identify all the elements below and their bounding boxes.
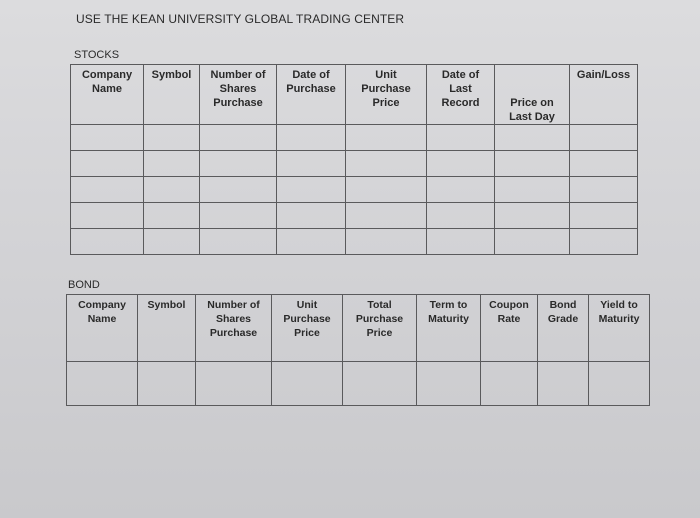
bond-col-bond-grade: Bond Grade bbox=[538, 295, 589, 362]
bond-table-cell[interactable] bbox=[138, 362, 196, 406]
bond-table-cell[interactable] bbox=[538, 362, 589, 406]
bond-table-cell[interactable] bbox=[67, 362, 138, 406]
stocks-section-label: STOCKS bbox=[74, 49, 120, 61]
stocks-table-cell[interactable] bbox=[427, 229, 495, 255]
bond-col-coupon-rate: Coupon Rate bbox=[481, 295, 538, 362]
stocks-table-cell[interactable] bbox=[200, 151, 277, 177]
stocks-table-cell[interactable] bbox=[346, 151, 427, 177]
stocks-table-cell[interactable] bbox=[277, 125, 346, 151]
stocks-table-cell[interactable] bbox=[71, 151, 144, 177]
bond-col-unit-purchase-price: Unit Purchase Price bbox=[272, 295, 343, 362]
stocks-table-cell[interactable] bbox=[495, 203, 570, 229]
stocks-table-cell[interactable] bbox=[144, 151, 200, 177]
stocks-table-cell[interactable] bbox=[427, 203, 495, 229]
stocks-col-date-of-purchase: Date of Purchase bbox=[277, 65, 346, 125]
stocks-col-number-of-shares: Number of Shares Purchase bbox=[200, 65, 277, 125]
bond-header-row bbox=[67, 295, 650, 362]
stocks-table-row bbox=[71, 177, 638, 203]
stocks-table-cell[interactable] bbox=[71, 177, 144, 203]
stocks-table-cell[interactable] bbox=[200, 125, 277, 151]
stocks-table-row bbox=[71, 151, 638, 177]
stocks-table-cell[interactable] bbox=[144, 125, 200, 151]
stocks-table-cell[interactable] bbox=[346, 125, 427, 151]
bond-section-label: BOND bbox=[68, 279, 100, 291]
bond-table-cell[interactable] bbox=[417, 362, 481, 406]
stocks-table-cell[interactable] bbox=[570, 177, 638, 203]
stocks-table-cell[interactable] bbox=[277, 151, 346, 177]
stocks-table-cell[interactable] bbox=[495, 229, 570, 255]
stocks-table-cell[interactable] bbox=[277, 229, 346, 255]
stocks-table-cell[interactable] bbox=[200, 177, 277, 203]
stocks-table-cell[interactable] bbox=[200, 203, 277, 229]
bond-table-cell[interactable] bbox=[272, 362, 343, 406]
stocks-table-cell[interactable] bbox=[495, 151, 570, 177]
stocks-table-cell[interactable] bbox=[495, 125, 570, 151]
stocks-table-cell[interactable] bbox=[570, 203, 638, 229]
bond-table-cell[interactable] bbox=[589, 362, 650, 406]
bond-col-symbol: Symbol bbox=[138, 295, 196, 362]
bond-table bbox=[66, 294, 650, 406]
stocks-table-row bbox=[71, 229, 638, 255]
stocks-table-cell[interactable] bbox=[427, 177, 495, 203]
stocks-table-cell[interactable] bbox=[427, 151, 495, 177]
stocks-col-company-name: Company Name bbox=[71, 65, 144, 125]
bond-table-cell[interactable] bbox=[343, 362, 417, 406]
stocks-col-gain-loss: Gain/Loss bbox=[570, 65, 638, 125]
bond-col-yield-to-maturity: Yield to Maturity bbox=[589, 295, 650, 362]
bond-table-row bbox=[67, 362, 650, 406]
stocks-col-price-on-last-day: Price on Last Day bbox=[495, 65, 570, 125]
page-heading: USE THE KEAN UNIVERSITY GLOBAL TRADING CENTER bbox=[76, 12, 405, 26]
stocks-table-cell[interactable] bbox=[346, 177, 427, 203]
bond-table-body bbox=[67, 362, 650, 406]
stocks-col-unit-purchase-price: Unit Purchase Price bbox=[346, 65, 427, 125]
stocks-table-row bbox=[71, 203, 638, 229]
stocks-table-cell[interactable] bbox=[144, 177, 200, 203]
bond-col-company-name: Company Name bbox=[67, 295, 138, 362]
stocks-table bbox=[70, 64, 638, 255]
stocks-table-cell[interactable] bbox=[570, 151, 638, 177]
bond-table-cell[interactable] bbox=[481, 362, 538, 406]
stocks-table-cell[interactable] bbox=[495, 177, 570, 203]
bond-table-cell[interactable] bbox=[196, 362, 272, 406]
stocks-table-cell[interactable] bbox=[346, 229, 427, 255]
stocks-table-cell[interactable] bbox=[200, 229, 277, 255]
bond-col-term-to-maturity: Term to Maturity bbox=[417, 295, 481, 362]
bond-col-total-purchase-price: Total Purchase Price bbox=[343, 295, 417, 362]
stocks-col-symbol: Symbol bbox=[144, 65, 200, 125]
stocks-table-cell[interactable] bbox=[570, 125, 638, 151]
bond-col-number-of-shares: Number of Shares Purchase bbox=[196, 295, 272, 362]
stocks-table-cell[interactable] bbox=[144, 203, 200, 229]
stocks-header-row bbox=[71, 65, 638, 125]
stocks-table-cell[interactable] bbox=[570, 229, 638, 255]
stocks-table-cell[interactable] bbox=[277, 203, 346, 229]
stocks-table-cell[interactable] bbox=[144, 229, 200, 255]
stocks-table-cell[interactable] bbox=[71, 229, 144, 255]
stocks-table-cell[interactable] bbox=[346, 203, 427, 229]
stocks-col-date-of-last-record: Date of Last Record bbox=[427, 65, 495, 125]
stocks-table-cell[interactable] bbox=[71, 203, 144, 229]
stocks-table-row bbox=[71, 125, 638, 151]
stocks-table-cell[interactable] bbox=[277, 177, 346, 203]
stocks-table-cell[interactable] bbox=[427, 125, 495, 151]
stocks-table-body bbox=[71, 125, 638, 255]
stocks-table-cell[interactable] bbox=[71, 125, 144, 151]
